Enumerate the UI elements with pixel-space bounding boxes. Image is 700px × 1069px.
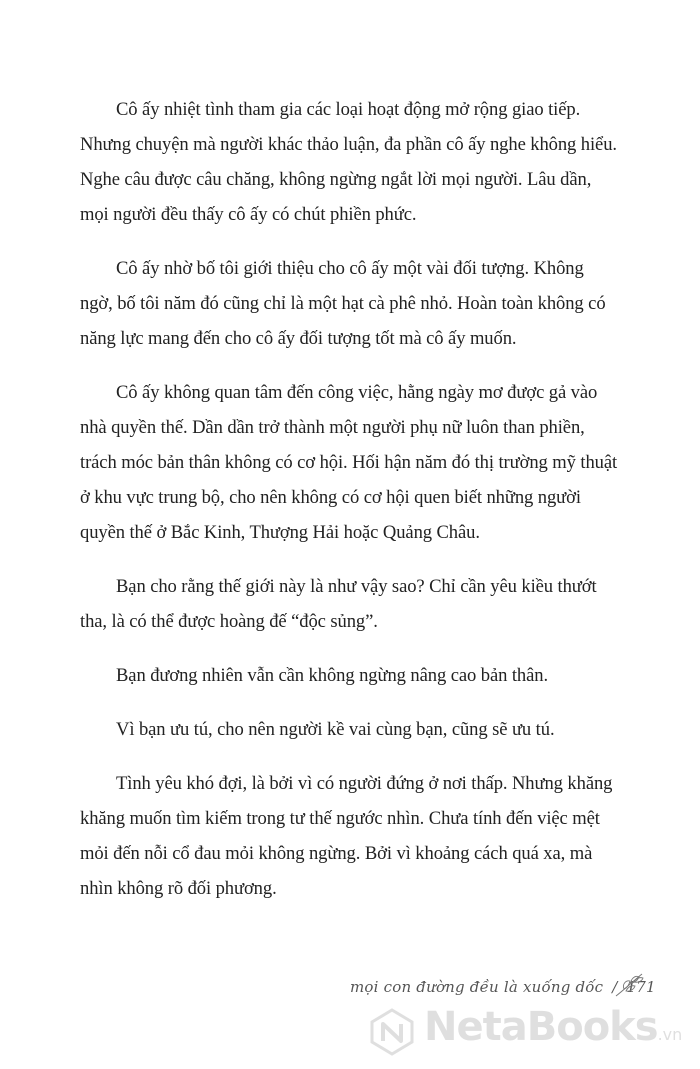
- watermark-suffix: .vn: [657, 1025, 683, 1044]
- running-title: mọi con đường đều là xuống dốc: [350, 978, 604, 996]
- footer-separator: /: [612, 978, 618, 996]
- leaf-sprig-icon: [612, 970, 648, 1000]
- paragraph-4: Bạn cho rằng thế giới này là như vậy sao? Chỉ cần yêu kiều thướt tha, là có thể được hoàng đế “độc sủng”.: [80, 576, 597, 632]
- paragraph-2: Cô ấy nhờ bố tôi giới thiệu cho cô ấy một vài đối tượng. Không ngờ, bố tôi năm đó cũng chỉ là một hạt cà phê nhỏ. Hoàn toàn không có năng lực mang đến cho cô ấy đối tượng tốt mà cô ấy muốn.: [80, 258, 606, 349]
- paragraph-3: Cô ấy không quan tâm đến công việc, hằng ngày mơ được gả vào nhà quyền thế. Dần dần trở thành một người phụ nữ luôn than phiền, trách móc bản thân không có cơ hội. Hối hận năm đó thị trường mỹ thuật ở khu vực trung bộ, cho nên không có cơ hội quen biết những người quyền thế ở Bắc Kinh, Thượng Hải hoặc Quảng Châu.: [80, 382, 618, 543]
- paragraph-1: Cô ấy nhiệt tình tham gia các loại hoạt động mở rộng giao tiếp. Nhưng chuyện mà người khác thảo luận, đa phần cô ấy nghe không hiểu. Nghe câu được câu chăng, không ngừng ngắt lời mọi người. Lâu dần, mọi người đều thấy cô ấy có chút phiền phức.: [80, 99, 617, 225]
- paragraph-7: Tình yêu khó đợi, là bởi vì có người đứng ở nơi thấp. Nhưng khăng khăng muốn tìm kiếm trong tư thế ngước nhìn. Chưa tính đến việc mệt mỏi đến nỗi cổ đau mỏi không ngừng. Bởi vì khoảng cách quá xa, mà nhìn không rõ đối phương.: [80, 773, 613, 899]
- body-text: [80, 92, 620, 925]
- netabooks-logo-icon: [368, 1008, 416, 1056]
- running-footer: [350, 978, 656, 996]
- watermark-brand: NetaBooks: [424, 1004, 658, 1050]
- paragraph-6: Vì bạn ưu tú, cho nên người kề vai cùng bạn, cũng sẽ ưu tú.: [116, 719, 555, 740]
- watermark-text: [424, 1004, 682, 1050]
- paragraph-5: Bạn đương nhiên vẫn cần không ngừng nâng cao bản thân.: [116, 665, 548, 686]
- page-number: 171: [626, 978, 656, 996]
- watermark: [368, 1002, 698, 1060]
